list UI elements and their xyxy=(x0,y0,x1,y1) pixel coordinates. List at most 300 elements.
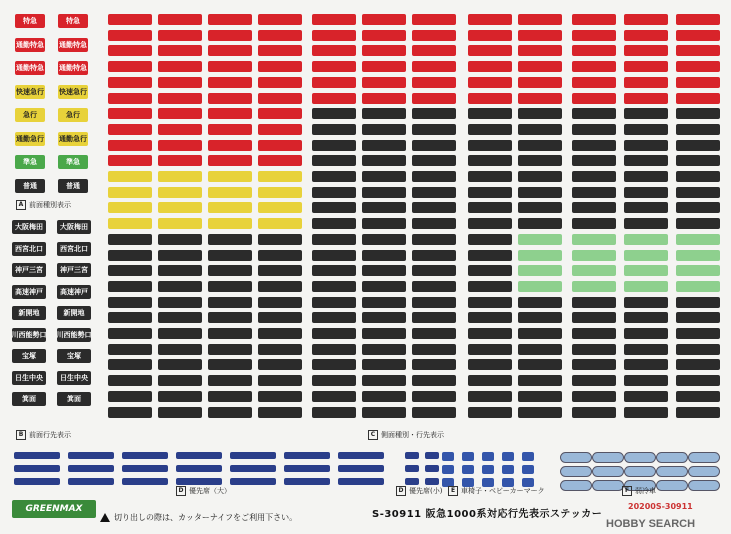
sticker-label xyxy=(258,359,302,370)
sticker-label xyxy=(108,407,152,418)
sticker-label xyxy=(412,202,456,213)
sticker-label xyxy=(572,312,616,323)
sticker-label xyxy=(362,344,406,355)
sticker-label xyxy=(258,328,302,339)
sticker-label xyxy=(412,14,456,25)
sticker-label xyxy=(676,171,720,182)
sticker-label xyxy=(518,234,562,245)
sticker-label xyxy=(518,202,562,213)
sticker-label xyxy=(518,281,562,292)
weak-ac-sticker xyxy=(560,452,592,463)
greenmax-logo: GREENMAX xyxy=(12,500,96,518)
sticker-label xyxy=(68,478,114,485)
sticker-label xyxy=(482,465,494,474)
section-text: 優先席(小) xyxy=(409,487,443,495)
sticker-label xyxy=(572,391,616,402)
sticker-label xyxy=(676,93,720,104)
sticker-label xyxy=(362,265,406,276)
sticker-label xyxy=(468,14,512,25)
sticker-label xyxy=(208,297,252,308)
sticker-label xyxy=(362,391,406,402)
sticker-label xyxy=(176,452,222,459)
sticker-label xyxy=(312,202,356,213)
sticker-label xyxy=(158,124,202,135)
sticker-label xyxy=(518,250,562,261)
sticker-label xyxy=(230,452,276,459)
weak-ac-sticker xyxy=(592,480,624,491)
sticker-label xyxy=(258,93,302,104)
sticker-label: 川西能勢口 xyxy=(12,328,46,342)
sticker-label xyxy=(468,344,512,355)
sticker-label xyxy=(258,344,302,355)
sticker-label xyxy=(158,234,202,245)
sticker-label xyxy=(208,30,252,41)
section-text: 前面行先表示 xyxy=(29,431,71,439)
sticker-label xyxy=(412,155,456,166)
sticker-label xyxy=(312,344,356,355)
sticker-label: 宝塚 xyxy=(57,349,91,363)
sticker-label xyxy=(230,465,276,472)
sticker-label xyxy=(208,391,252,402)
sticker-label xyxy=(158,265,202,276)
sticker-label xyxy=(312,407,356,418)
sticker-label: 準急 xyxy=(15,155,45,169)
sticker-label xyxy=(362,312,406,323)
sticker-label xyxy=(405,452,419,459)
sticker-label: 川西能勢口 xyxy=(57,328,91,342)
sticker-label xyxy=(468,171,512,182)
sticker-label xyxy=(108,187,152,198)
sticker-label xyxy=(176,478,222,485)
sticker-label xyxy=(518,359,562,370)
sticker-label xyxy=(108,124,152,135)
sticker-label xyxy=(572,234,616,245)
sticker-label xyxy=(624,45,668,56)
sticker-label xyxy=(412,124,456,135)
sticker-label xyxy=(425,478,439,485)
sticker-label xyxy=(258,281,302,292)
sticker-label xyxy=(468,77,512,88)
sticker-label xyxy=(624,155,668,166)
sticker-label xyxy=(462,452,474,461)
sticker-label xyxy=(518,407,562,418)
sticker-label xyxy=(676,344,720,355)
sticker-label xyxy=(258,234,302,245)
sticker-label xyxy=(676,375,720,386)
weak-ac-sticker xyxy=(656,466,688,477)
sticker-label xyxy=(108,328,152,339)
sticker-label xyxy=(412,171,456,182)
sticker-label xyxy=(208,124,252,135)
sticker-label xyxy=(518,14,562,25)
weak-ac-sticker xyxy=(656,452,688,463)
sticker-label xyxy=(468,375,512,386)
sticker-label xyxy=(158,281,202,292)
sticker-label xyxy=(624,359,668,370)
sticker-label: 特急 xyxy=(58,14,88,28)
sticker-label xyxy=(676,77,720,88)
section-g-label xyxy=(622,486,656,496)
sticker-label xyxy=(624,171,668,182)
sticker-label xyxy=(572,140,616,151)
sticker-label xyxy=(468,391,512,402)
sticker-label xyxy=(312,391,356,402)
sticker-label xyxy=(208,281,252,292)
sticker-label xyxy=(412,187,456,198)
sticker-label xyxy=(158,344,202,355)
sticker-label xyxy=(624,391,668,402)
sticker-label xyxy=(468,45,512,56)
sticker-label xyxy=(158,155,202,166)
sticker-label xyxy=(462,465,474,474)
sticker-label xyxy=(108,218,152,229)
sticker-label xyxy=(208,108,252,119)
sticker-label xyxy=(208,218,252,229)
sticker-label xyxy=(468,328,512,339)
weak-ac-sticker xyxy=(560,466,592,477)
sticker-label xyxy=(468,140,512,151)
section-text: 側面種別・行先表示 xyxy=(381,431,444,439)
sticker-label xyxy=(482,452,494,461)
sticker-label xyxy=(312,250,356,261)
sticker-label xyxy=(676,391,720,402)
sticker-label xyxy=(412,297,456,308)
sticker-label xyxy=(312,93,356,104)
sticker-label xyxy=(624,202,668,213)
sticker-label xyxy=(258,375,302,386)
sticker-label xyxy=(208,250,252,261)
sticker-label xyxy=(312,30,356,41)
sticker-label xyxy=(518,265,562,276)
section-key: D xyxy=(176,486,186,496)
sticker-label xyxy=(572,187,616,198)
weak-ac-sticker xyxy=(688,466,720,477)
sticker-label xyxy=(258,187,302,198)
sticker-label xyxy=(425,452,439,459)
sticker-label xyxy=(518,45,562,56)
sticker-label xyxy=(208,77,252,88)
sticker-label xyxy=(312,14,356,25)
sticker-label xyxy=(468,124,512,135)
sticker-label xyxy=(572,171,616,182)
sticker-label xyxy=(312,140,356,151)
sticker-label: 宝塚 xyxy=(12,349,46,363)
sticker-label xyxy=(624,265,668,276)
section-text: 優先席（大） xyxy=(189,487,231,495)
sticker-label xyxy=(258,155,302,166)
sticker-label xyxy=(518,30,562,41)
sticker-label xyxy=(312,124,356,135)
sticker-label xyxy=(158,202,202,213)
sticker-label xyxy=(362,108,406,119)
sticker-label xyxy=(468,108,512,119)
sticker-label xyxy=(158,250,202,261)
sticker-label xyxy=(442,465,454,474)
sticker-label xyxy=(258,202,302,213)
sticker-label xyxy=(412,61,456,72)
sticker-label xyxy=(108,61,152,72)
sticker-label xyxy=(158,391,202,402)
sticker-label xyxy=(258,108,302,119)
sticker-label xyxy=(108,45,152,56)
sticker-label xyxy=(258,45,302,56)
sticker-label xyxy=(572,344,616,355)
sticker-label: 快速急行 xyxy=(58,85,88,99)
sticker-label xyxy=(158,375,202,386)
sticker-label xyxy=(362,171,406,182)
sticker-label xyxy=(468,407,512,418)
sticker-label xyxy=(362,124,406,135)
sticker-label xyxy=(572,93,616,104)
sticker-label: 通勤特急 xyxy=(58,38,88,52)
sticker-label xyxy=(108,108,152,119)
sticker-label xyxy=(312,187,356,198)
sticker-label xyxy=(676,61,720,72)
sticker-label xyxy=(108,265,152,276)
sticker-label xyxy=(362,45,406,56)
sticker-label: 普通 xyxy=(15,179,45,193)
sticker-label xyxy=(676,30,720,41)
sticker-label: 高速神戸 xyxy=(12,285,46,299)
sticker-label xyxy=(108,155,152,166)
sticker-label xyxy=(108,202,152,213)
sticker-label xyxy=(230,478,276,485)
sticker-label xyxy=(208,359,252,370)
section-text: 車椅子・ベビーカーマーク xyxy=(461,487,545,495)
sticker-label xyxy=(624,407,668,418)
sticker-label xyxy=(624,30,668,41)
sticker-label xyxy=(518,108,562,119)
sticker-label xyxy=(362,14,406,25)
sticker-label xyxy=(312,108,356,119)
sticker-label: 通勤急行 xyxy=(58,132,88,146)
sticker-label xyxy=(208,171,252,182)
sticker-label xyxy=(122,452,168,459)
sticker-label: 西宮北口 xyxy=(12,242,46,256)
sticker-label xyxy=(572,281,616,292)
weak-ac-sticker xyxy=(688,480,720,491)
sticker-label: 急行 xyxy=(58,108,88,122)
sticker-label xyxy=(338,452,384,459)
sticker-label xyxy=(362,218,406,229)
sticker-label xyxy=(412,93,456,104)
sticker-label xyxy=(624,328,668,339)
warning-icon xyxy=(100,513,110,522)
section-key: A xyxy=(16,200,26,210)
sticker-label: 神戸三宮 xyxy=(57,263,91,277)
sticker-label xyxy=(258,297,302,308)
sticker-label xyxy=(122,465,168,472)
section-key: E xyxy=(448,486,458,496)
sticker-label xyxy=(522,465,534,474)
sticker-label xyxy=(412,391,456,402)
sticker-label xyxy=(468,202,512,213)
sticker-label xyxy=(518,93,562,104)
sticker-label xyxy=(208,93,252,104)
sticker-label xyxy=(412,312,456,323)
sticker-label xyxy=(258,61,302,72)
sticker-label xyxy=(624,77,668,88)
sticker-label xyxy=(572,250,616,261)
sticker-label xyxy=(468,265,512,276)
sticker-label xyxy=(208,265,252,276)
sticker-label xyxy=(518,171,562,182)
sticker-label xyxy=(312,171,356,182)
sticker-label xyxy=(312,328,356,339)
sticker-label xyxy=(676,281,720,292)
sticker-label xyxy=(676,187,720,198)
sticker-label xyxy=(362,375,406,386)
sticker-label xyxy=(362,77,406,88)
sticker-label xyxy=(362,297,406,308)
sticker-label xyxy=(425,465,439,472)
sticker-label xyxy=(412,45,456,56)
sticker-label xyxy=(362,234,406,245)
sticker-label xyxy=(624,187,668,198)
sticker-label: 大阪梅田 xyxy=(57,220,91,234)
sticker-label xyxy=(412,234,456,245)
sticker-label xyxy=(624,344,668,355)
sticker-label xyxy=(108,30,152,41)
sticker-label: 急行 xyxy=(15,108,45,122)
sticker-label xyxy=(412,250,456,261)
sticker-label xyxy=(412,375,456,386)
sticker-label xyxy=(676,202,720,213)
sticker-label xyxy=(312,359,356,370)
sticker-label xyxy=(258,407,302,418)
warning-note xyxy=(100,512,297,523)
sticker-label xyxy=(468,359,512,370)
sticker-label xyxy=(158,45,202,56)
sticker-label xyxy=(158,407,202,418)
sticker-label xyxy=(676,297,720,308)
sticker-label xyxy=(468,61,512,72)
sticker-label xyxy=(572,218,616,229)
sticker-label xyxy=(108,359,152,370)
sticker-label xyxy=(572,202,616,213)
section-text: 弱冷車 xyxy=(635,487,656,495)
sticker-label xyxy=(208,155,252,166)
sticker-label: 高速神戸 xyxy=(57,285,91,299)
sticker-label: 特急 xyxy=(15,14,45,28)
sticker-label xyxy=(572,297,616,308)
sticker-label xyxy=(412,344,456,355)
sticker-label xyxy=(405,465,419,472)
sticker-label xyxy=(14,478,60,485)
weak-ac-sticker xyxy=(656,480,688,491)
sticker-label xyxy=(362,202,406,213)
sticker-label xyxy=(624,14,668,25)
sticker-label xyxy=(676,312,720,323)
sticker-label xyxy=(14,465,60,472)
sticker-label xyxy=(312,61,356,72)
weak-ac-sticker xyxy=(592,452,624,463)
sticker-label xyxy=(518,140,562,151)
sticker-label xyxy=(312,77,356,88)
sticker-label xyxy=(518,312,562,323)
sticker-label xyxy=(108,93,152,104)
sticker-label xyxy=(412,108,456,119)
sticker-label xyxy=(338,478,384,485)
sticker-label xyxy=(412,140,456,151)
sticker-label xyxy=(258,312,302,323)
section-key: B xyxy=(16,430,26,440)
sticker-label xyxy=(572,14,616,25)
sticker-label xyxy=(624,281,668,292)
sticker-label xyxy=(518,218,562,229)
sticker-label xyxy=(312,281,356,292)
sticker-label xyxy=(158,359,202,370)
sticker-label xyxy=(258,140,302,151)
section-text: 前面種別表示 xyxy=(29,201,71,209)
sticker-label xyxy=(676,407,720,418)
sticker-label xyxy=(676,14,720,25)
sticker-label xyxy=(518,391,562,402)
sticker-label xyxy=(338,465,384,472)
sticker-label: 通勤特急 xyxy=(15,38,45,52)
sticker-label xyxy=(468,234,512,245)
sticker-label xyxy=(518,61,562,72)
sticker-label xyxy=(572,108,616,119)
sticker-label xyxy=(412,218,456,229)
sticker-label xyxy=(158,108,202,119)
sticker-label xyxy=(362,30,406,41)
sticker-label xyxy=(362,250,406,261)
sticker-label xyxy=(208,45,252,56)
sticker-label xyxy=(284,452,330,459)
sticker-label xyxy=(208,187,252,198)
sticker-label: 通勤急行 xyxy=(15,132,45,146)
sticker-label xyxy=(518,344,562,355)
sticker-label xyxy=(108,344,152,355)
sticker-label xyxy=(412,265,456,276)
sticker-label xyxy=(572,407,616,418)
sticker-label xyxy=(312,297,356,308)
sticker-label xyxy=(468,312,512,323)
sticker-label xyxy=(412,281,456,292)
sticker-label xyxy=(158,30,202,41)
sticker-label: 快速急行 xyxy=(15,85,45,99)
sticker-label xyxy=(572,359,616,370)
sticker-label: 準急 xyxy=(58,155,88,169)
sticker-label: 神戸三宮 xyxy=(12,263,46,277)
sticker-label xyxy=(468,218,512,229)
sticker-label xyxy=(572,155,616,166)
sticker-label xyxy=(502,465,514,474)
sticker-label xyxy=(258,77,302,88)
sticker-label xyxy=(518,124,562,135)
weak-ac-sticker xyxy=(688,452,720,463)
sticker-label xyxy=(572,265,616,276)
sticker-label xyxy=(108,375,152,386)
sticker-label xyxy=(362,281,406,292)
sticker-label: 通勤特急 xyxy=(58,61,88,75)
sticker-label xyxy=(108,171,152,182)
sticker-label xyxy=(572,45,616,56)
sticker-label xyxy=(284,465,330,472)
sticker-label xyxy=(108,281,152,292)
sticker-label xyxy=(405,478,419,485)
sticker-label xyxy=(122,478,168,485)
sticker-label xyxy=(676,140,720,151)
sticker-label xyxy=(312,375,356,386)
sticker-label xyxy=(208,312,252,323)
sticker-label xyxy=(312,155,356,166)
sticker-label xyxy=(362,359,406,370)
sticker-label xyxy=(624,61,668,72)
section-f-label xyxy=(448,486,545,496)
sticker-label xyxy=(676,359,720,370)
